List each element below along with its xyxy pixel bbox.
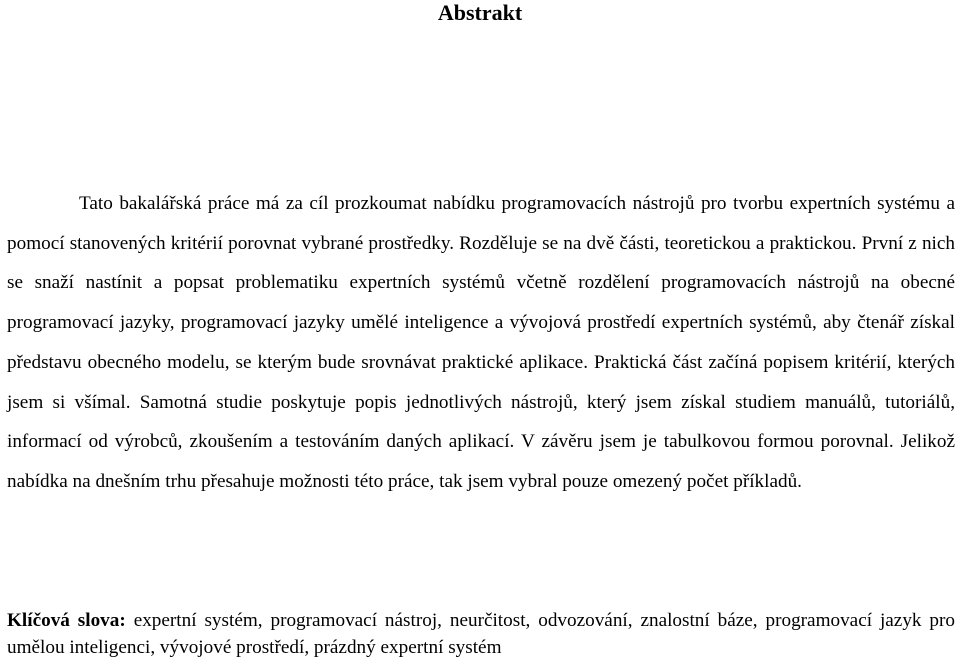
keywords-label: Klíčová slova: — [7, 610, 126, 631]
abstract-paragraph: Tato bakalářská práce má za cíl prozkoumat nabídku programovacích nástrojů pro tvorbu expertních systému a pomocí stanovených kritérií porovnat vybrané prostředky. Rozděluje se na dvě části, teoretickou a praktickou. První z nich se snaží nastínit a popsat problematiku expertních systémů včetně rozdělení programovacích nástrojů na obecné programovací jazyky, programovací jazyky umělé inteligence a vývojová prostředí expertních systémů, aby čtenář získal představu obecného modelu, se kterým bude srovnávat praktické aplikace. Praktická část začíná popisem kritérií, kterých jsem si všímal. Samotná studie poskytuje popis jednotlivých nástrojů, který jsem získal studiem manuálů, tutoriálů, informací od výrobců, zkoušením a testováním daných aplikací. V závěru jsem je tabulkovou formou porovnal. Jelikož nabídka na dnešním trhu přesahuje možnosti této práce, tak jsem vybral pouze omezený počet příkladů. — [7, 193, 955, 492]
keywords-text: expertní systém, programovací nástroj, neurčitost, odvozování, znalostní báze, programovací jazyk pro umělou inteligenci, vývojové prostředí, prázdný expertní systém — [7, 610, 955, 658]
keywords-paragraph — [7, 607, 955, 661]
page-title: Abstrakt — [437, 0, 523, 25]
